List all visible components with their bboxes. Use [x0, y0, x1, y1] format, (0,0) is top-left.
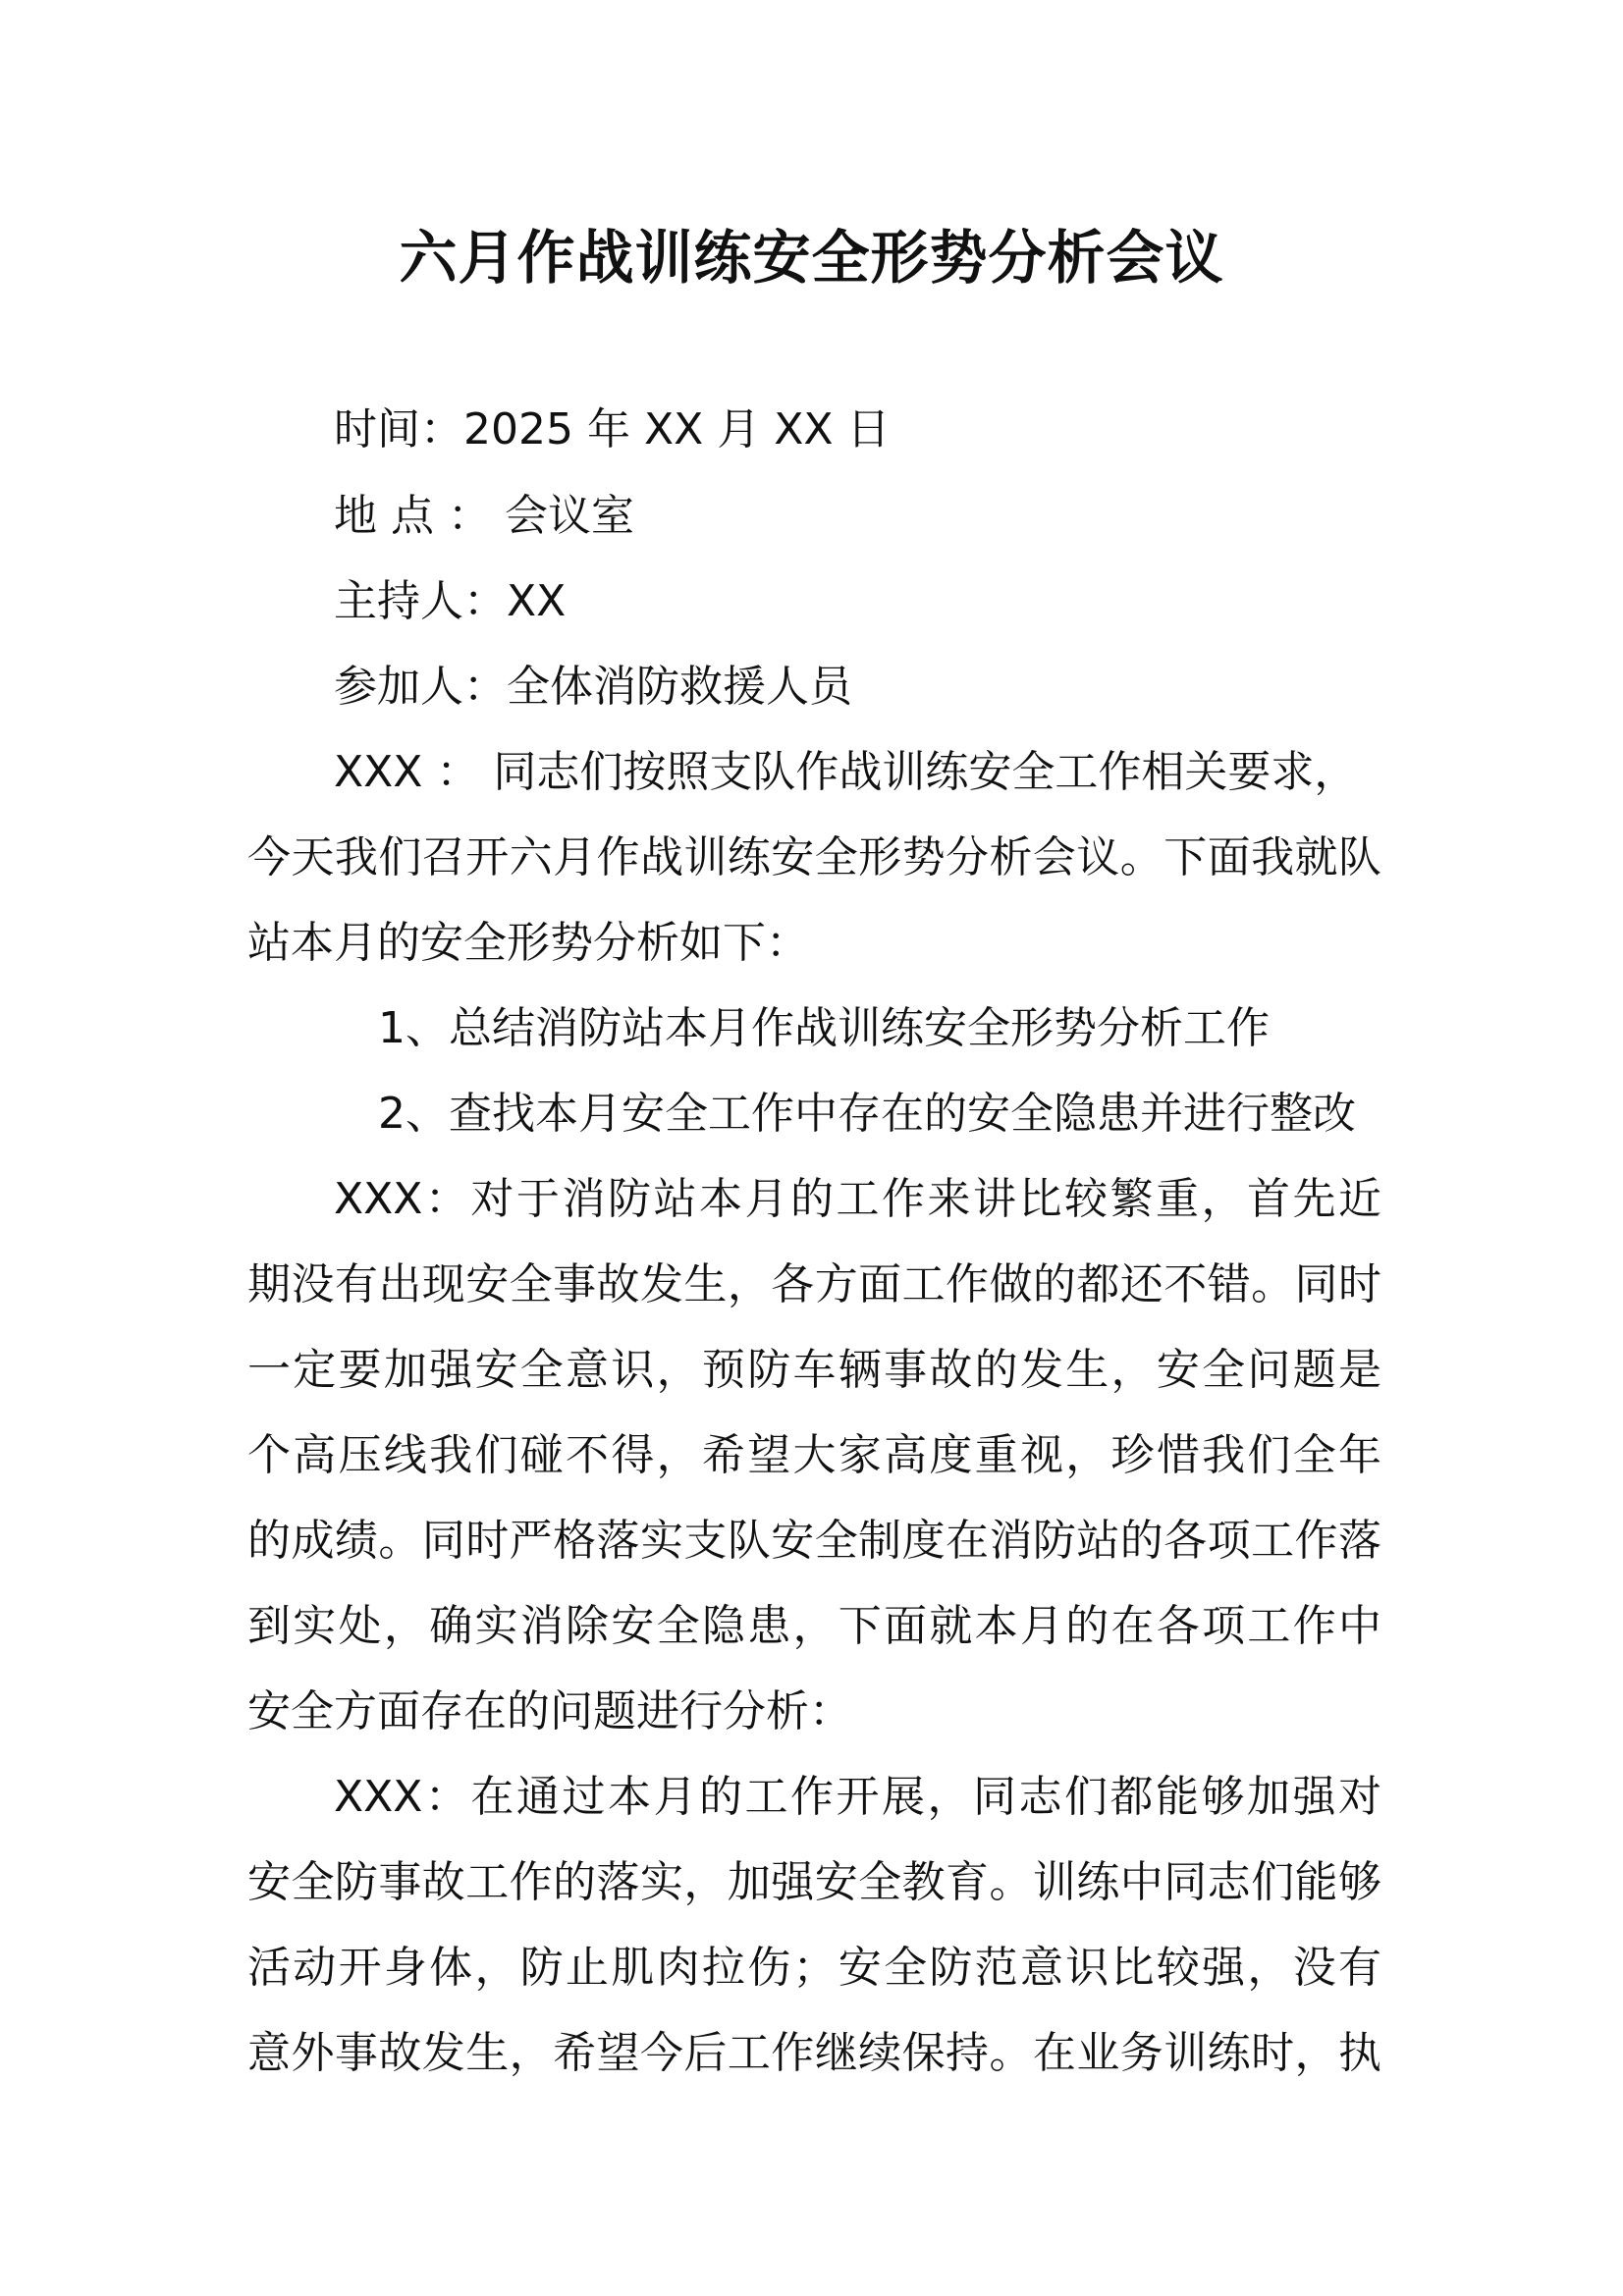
meeting-place: 地 点 ： 会议室	[334, 491, 634, 541]
paragraph-line: 到实处，确实消除安全隐患，下面就本月的在各项工作中	[247, 1601, 1381, 1651]
paragraph-line: 今天我们召开六月作战训练安全形势分析会议。下面我就队	[247, 832, 1381, 882]
paragraph-line: 安全方面存在的问题进行分析：	[247, 1686, 852, 1736]
paragraph-line: 站本月的安全形势分析如下：	[247, 918, 809, 968]
meeting-host: 主持人：XX	[334, 576, 567, 626]
paragraph-line: 一定要加强安全意识，预防车辆事故的发生，安全问题是	[247, 1345, 1381, 1395]
paragraph-line: XXX ： 同志们按照支队作战训练安全工作相关要求，	[334, 747, 1358, 797]
paragraph-line: 活动开身体，防止肌肉拉伤；安全防范意识比较强，没有	[247, 1943, 1381, 1993]
paragraph-line: 意外事故发生，希望今后工作继续保持。在业务训练时，执	[247, 2028, 1381, 2078]
list-item: 2、查找本月安全工作中存在的安全隐患并进行整改	[378, 1089, 1356, 1139]
paragraph-line: 期没有出现安全事故发生，各方面工作做的都还不错。同时	[247, 1259, 1381, 1309]
list-item: 1、总结消防站本月作战训练安全形势分析工作	[378, 1003, 1270, 1053]
meeting-attendees: 参加人：全体消防救援人员	[334, 662, 852, 712]
document-title: 六月作战训练安全形势分析会议	[399, 224, 1224, 292]
paragraph-line: 个高压线我们碰不得，希望大家高度重视，珍惜我们全年	[247, 1430, 1381, 1480]
paragraph-line: 的成绩。同时严格落实支队安全制度在消防站的各项工作落	[247, 1516, 1381, 1566]
meeting-time: 时间：2025 年 XX 月 XX 日	[334, 404, 891, 454]
paragraph-line: XXX：在通过本月的工作开展，同志们都能够加强对	[334, 1772, 1381, 1822]
paragraph-line: 安全防事故工作的落实，加强安全教育。训练中同志们能够	[247, 1857, 1381, 1907]
paragraph-line: XXX：对于消防站本月的工作来讲比较繁重，首先近	[334, 1174, 1381, 1224]
